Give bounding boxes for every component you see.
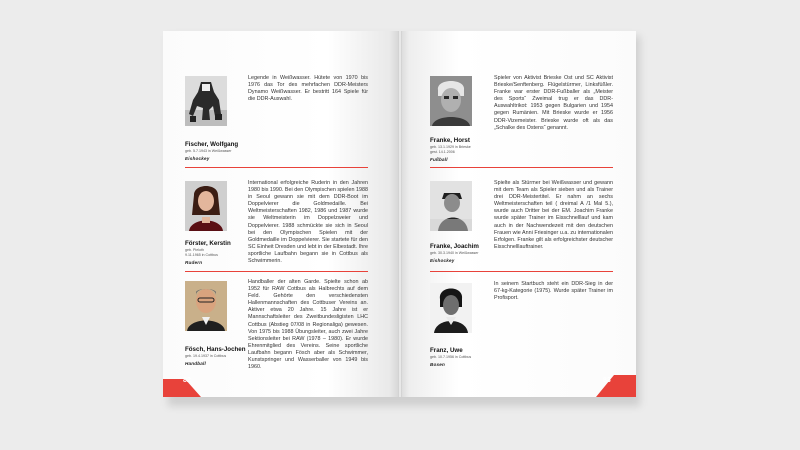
entry-birth: geb. 5.7.1943 in Weißwasser — [185, 149, 232, 153]
entry-name: Förster, Kerstin — [185, 240, 231, 247]
entry-sport: Rudern — [185, 260, 203, 265]
photo-franke-horst-portrait — [430, 76, 472, 126]
entry-name: Franke, Joachim — [430, 243, 479, 250]
entry-birth: geb. 30.3.1940 in Weißwasser — [430, 251, 479, 255]
entry-birth: geb. 19.4.1937 in Cottbus — [185, 354, 227, 358]
entry-sport: Boxen — [430, 362, 446, 367]
entry-sport: Eishockey — [185, 156, 210, 161]
entry-name: Fischer, Wolfgang — [185, 141, 239, 148]
photo-foerster-portrait — [185, 181, 227, 231]
right-page — [400, 31, 636, 397]
book-spine — [398, 31, 402, 397]
entry-sport: Fußball — [430, 157, 448, 162]
photo-fischer-goalkeeper — [185, 76, 227, 126]
entry-name: Fösch, Hans-Jochen — [185, 346, 246, 353]
photo-foesch-portrait — [185, 281, 227, 331]
entry-bio: In seinem Startbuch steht ein DDR-Sieg in der 67-kg-Kategorie (1975). Wurde später Trainer im Profisport. — [494, 281, 613, 302]
entry-sport: Eishockey — [430, 258, 455, 263]
entry-bio: Legende in Weißwasser. Hütete von 1970 bis 1976 das Tor des mehrfachen DDR-Meisters Dynamo Weißwasser. Er bestritt 164 Spiele für die DDR-Auswahl. — [248, 75, 368, 103]
divider — [430, 167, 613, 168]
entry-birth-name: geb. Pieloth — [185, 248, 204, 252]
divider — [185, 271, 368, 272]
divider — [185, 167, 368, 168]
entry-birth: geb. 13.1.1929 in Brieske — [430, 145, 471, 149]
entry-birth: 9.11.1965 in Cottbus — [185, 253, 218, 257]
page-number: 83 — [603, 377, 611, 384]
photo-franz-uwe-portrait — [430, 283, 472, 333]
entry-birth: geb. 10.7.1956 in Cottbus — [430, 355, 472, 359]
entry-sport: Handball — [185, 361, 206, 366]
entry-name: Franke, Horst — [430, 137, 470, 144]
entry-bio: International erfolgreiche Ruderin in den Jahren 1980 bis 1990. Bei den Olympischen spielen 1988 in Seoul gewann sie mit dem DDR-Boot im Doppelvierer die Goldmedaille. Bei Weltmeisterschaften 1982, 1986 und 1987 wurde sie Weltmeisterin im Doppelzweier und Doppelvierer. 1988 schmückte sie sich in Seoul bei den Olympischen Spielen mit der Goldmedaille im Doppelvierer. Sie startete für den SC Einheit Dresden und lebt in der Elbestadt. Ihre sportliche Laufbahn begann sie in Cottbus als Schwimmerin. — [248, 180, 368, 265]
entry-name: Franz, Uwe — [430, 347, 463, 354]
page-footer-band — [400, 375, 636, 397]
entry-bio: Handballer der alten Garde. Spielte schon ab 1952 für RAW Cottbus als Halbrechts auf dem Feld. Gehörte den verschiedensten Hallenmannschaften des Cottbuser Vereins an. Aktiver etwa 20 Jahre. 15 Jahre ist er Mannschaftsleiter des Zweitbundesligisten LHC Cottbus (Abstieg 07/08 in Regionaliga) gewesen. Von 1975 bis 1988 Übungsleiter, auch zwei Jahre Sektionsleiter bei RAW (1978 – 1980). Er wurde Ehrenmitglied des Vereins. Seine sportliche Laufbahn begann Fösch aber als Schwimmer, Kunstspringer und Wasserballer von 1949 bis 1960. — [248, 279, 368, 371]
photo-franke-joachim-portrait — [430, 181, 472, 231]
page-number: 82 — [183, 377, 191, 384]
entry-bio: Spielte als Stürmer bei Weißwasser und gewann mit dem Team als Spieler sieben und als Trainer drei DDR-Meistertitel. Er nahm an sechs Weltmeisterschaften teil ( dreimal A /1 Mal 5.), wurde auch Dritter bei der EM. Joachim Franke wurde später Trainer im Eisschnelllauf und kam auch in der Nachwendezeit mit den deutschen Frauen wie Anni Friesinger u.a. zu internationalen Erfolgen. Franke gilt als erfolgreichster deutscher Eisschnelllauftrainer. — [494, 180, 613, 250]
left-page — [163, 31, 399, 397]
entry-bio: Spieler von Aktivist Brieske Ost und SC Aktivist Brieske/Senftenberg. Flügelstürmer, Linksfüßler. Franke war erster DDR-Fußballer als „Meister des Sports“ Zweimal trug er das DDR-Auswahltrikot: 1953 gegen Bulgarien und 1954 gegen Rumänien. Mit Brieske wurde er 1956 DDR-Vizemeister. Brieske wurde oft als das „Schalke des Ostens“ genannt. — [494, 75, 613, 131]
divider — [430, 271, 613, 272]
page-footer-band — [163, 375, 399, 397]
entry-death: gest. 14.1.2006 — [430, 150, 455, 154]
